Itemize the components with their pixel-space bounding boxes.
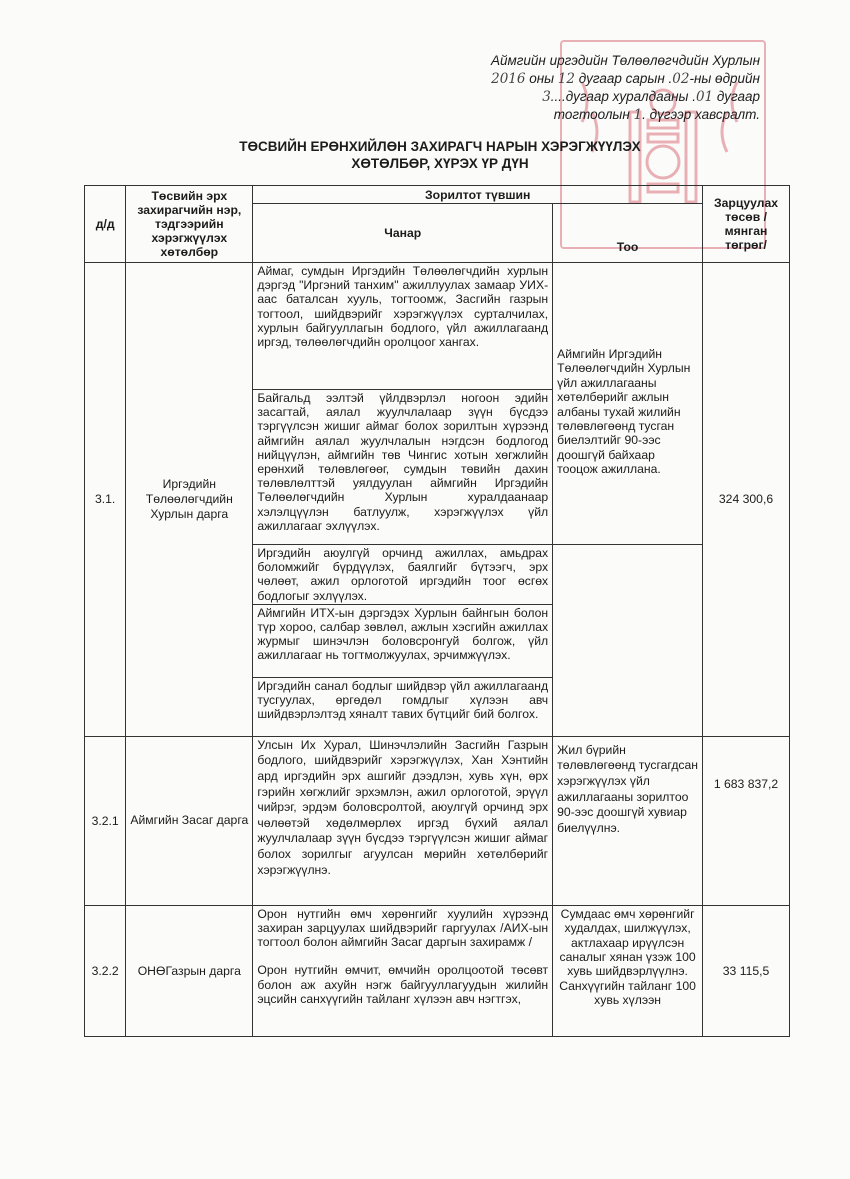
table-row — [85, 736, 790, 905]
quality-paragraph: Орон нутгийн өмчит, өмчийн оролцоотой төсөвт болон аж ахуйн нэгж байгууллагуудын жилийн эцсийн санхүүгийн тайланг хүлээн авч нэгтгэх, — [257, 963, 549, 1006]
program-table — [84, 185, 790, 1037]
quality-cell: Аймаг, сумдын Иргэдийн Төлөөлөгчдийн хурлын дэргэд "Иргэний танхим" ажиллуулах замаар УИХ-аас баталсан хууль, тогтоомж, Засгийн газрын тогтоол, шийдвэрийг хэрэгжүүлэх сурталчилах, хурлын байгууллагын бодлого, үйл ажиллагаанд иргэд, төлөөлөгчдийн оролцоог хангах. — [253, 263, 553, 390]
handwritten-session-number: 3 — [542, 89, 551, 105]
attachment-note-line2 — [420, 70, 760, 88]
quality-cell: Иргэдийн санал бодлыг шийдвэр үйл ажиллагаанд тусгуулах, өргөдөл гомдлыг хүлээн авч шийдвэрлэлтэд хяналт тавих бүтцийг бий болгох. — [253, 677, 553, 736]
handwritten-year: 2016 — [491, 71, 526, 87]
quality-cell: Аймгийн ИТХ-ын дэргэдэх Хурлын байнгын болон түр хороо, салбар зөвлөл, ажлын хэсгийн ажиллах журмыг шинэчлэн боловсронгуй болгож, үйл ажиллагааг нь тогтмолжуулах, эрчимжүүлэх. — [253, 604, 553, 677]
header-budget: Зарцуулах төсөв /мянган төгрөг/ — [703, 186, 790, 263]
quantity-cell: Аймгийн Иргэдийн Төлөөлөгчдийн Хурлын үйл ажиллагааны хөтөлбөрийг ажлын албаны тухай жилийн төлөвлөгөөнд тусган биелэлтийг 90-ээс доошгүй байхаар тооцож ажиллана. — [553, 263, 703, 545]
quantity-cell: Жил бүрийн төлөвлөгөөнд тусгагдсан хэрэгжүүлэх үйл ажиллагааны зорилтоо 90-ээс доошгүй хувиар биелүүлнэ. — [553, 736, 703, 905]
quality-cell: Иргэдийн аюулгүй орчинд ажиллах, амьдрах боломжийг бүрдүүлэх, баялгийг бүтээгч, эрх чөлөөт, ажил орлоготой иргэдийн тоог өсгөх бодлогыг эхлүүлэх. — [253, 545, 553, 605]
row-name: ОНӨГазрын дарга — [126, 905, 253, 1036]
handwritten-resolution-number: 1 — [633, 107, 643, 123]
budget-cell: 33 115,5 — [703, 905, 790, 1036]
header-quality: Чанар — [253, 204, 553, 263]
row-name: Иргэдийн Төлөөлөгчдийн Хурлын дарга — [126, 263, 253, 737]
table-row — [85, 263, 790, 390]
quantity-cell: Сумдаас өмч хөрөнгийг худалдах, шилжүүлэх, актлахаар ирүүлсэн саналыг хянан үзэж 100 хувь шийдвэрлүүлнэ. Санхүүгийн тайланг 100 хувь хүлээн — [553, 905, 703, 1036]
quality-cell — [253, 905, 553, 1036]
quality-paragraph: Орон нутгийн өмч хөрөнгийг хуулийн хүрээнд захиран зарцуулах шийдвэрийг гаргуулах /АИХ-ын тогтоол болон аймгийн Засаг даргын захирамж / — [257, 906, 549, 950]
row-number: 3.2.1 — [85, 736, 126, 905]
budget-cell: 324 300,6 — [703, 263, 790, 737]
handwritten-month: 12 — [557, 71, 576, 87]
attachment-note-line3 — [420, 88, 760, 106]
attachment-note-line4 — [420, 106, 760, 124]
header-target: Зорилтот түвшин — [253, 186, 703, 204]
quality-cell: Улсын Их Хурал, Шинэчлэлийн Засгийн Газрын бодлого, шийдвэрийг хэрэгжүүлэх, Хан Хэнтийн ард иргэдийн эрх ашгийг дээдлэн, хувь хүн, өрх гэрийн хөгжлийг эрхэмлэн, ажил орлоготой, эрүүл чийрэг, эрдэм боловсролтой, аюулгүй орчинд эрх чөлөөтэй хөдөлмөрлөх иргэд бүхий аялал жуулчлалаар зүүн бүсдээ тэргүүлсэн жишиг аймаг болох зорилгыг агуулсан мөрийн хөтөлбөрийг хэрэгжүүлнэ. — [253, 736, 553, 905]
header-quantity: Тоо — [553, 204, 703, 263]
row-number: 3.2.2 — [85, 905, 126, 1036]
handwritten-meeting-number: 01 — [695, 89, 714, 105]
budget-cell: 1 683 837,2 — [703, 736, 790, 905]
attachment-note — [420, 52, 760, 124]
table-header-row — [85, 186, 790, 204]
note-text: -ны өдрийн — [689, 71, 760, 86]
note-text: оны — [525, 71, 558, 86]
handwritten-day: 02 — [672, 71, 690, 87]
attachment-note-line1: Аймгийн иргэдийн Төлөөлөгчдийн Хурлын — [490, 53, 760, 68]
note-text: дугаар — [713, 89, 760, 104]
note-text: дугаар сарын . — [575, 71, 673, 86]
page-title — [230, 138, 650, 172]
header-name: Төсвийн эрх захирагчийн нэр, тэдгээрийн хэрэгжүүлэх хөтөлбөр — [126, 186, 253, 263]
note-text: тогтоолын — [553, 107, 634, 122]
note-text: . дүгээр хавсралт. — [642, 107, 760, 122]
page-title-line2: ХӨТӨЛБӨР, ХҮРЭХ ҮР ДҮН — [351, 156, 529, 171]
header-dd: д/д — [85, 186, 126, 263]
note-text: ....дугаар хуралдааны . — [550, 89, 696, 104]
table-row — [85, 905, 790, 1036]
row-number: 3.1. — [85, 263, 126, 737]
quality-cell: Байгальд ээлтэй үйлдвэрлэл ногоон эдийн засагтай, аялал жуулчлалаар зүүн бүсдээ тэргүүлсэн жишиг аймаг болох зорилтын хүрээнд аймгийн аялал жуулчлалын нэгдсэн бодлогод нийцүүлэн, аймгийн төв Чингис хотын хөгжлийн ерөнхий төлөвлөгөөг, сумдын төвийн дахин төлөвлөлттэй уялдуулан аймгийн Иргэдийн Төлөөлөгчдийн Хурлын хуралдаанаар хэлэлцүүлэн батлуулж, хэрэгжүүлэх үйл ажиллагааг эхлүүлэх. — [253, 390, 553, 545]
quantity-cell-empty — [553, 545, 703, 737]
page-title-line1: ТӨСВИЙН ЕРӨНХИЙЛӨН ЗАХИРАГЧ НАРЫН ХЭРЭГЖҮҮЛЭХ — [239, 139, 641, 154]
row-name: Аймгийн Засаг дарга — [126, 736, 253, 905]
